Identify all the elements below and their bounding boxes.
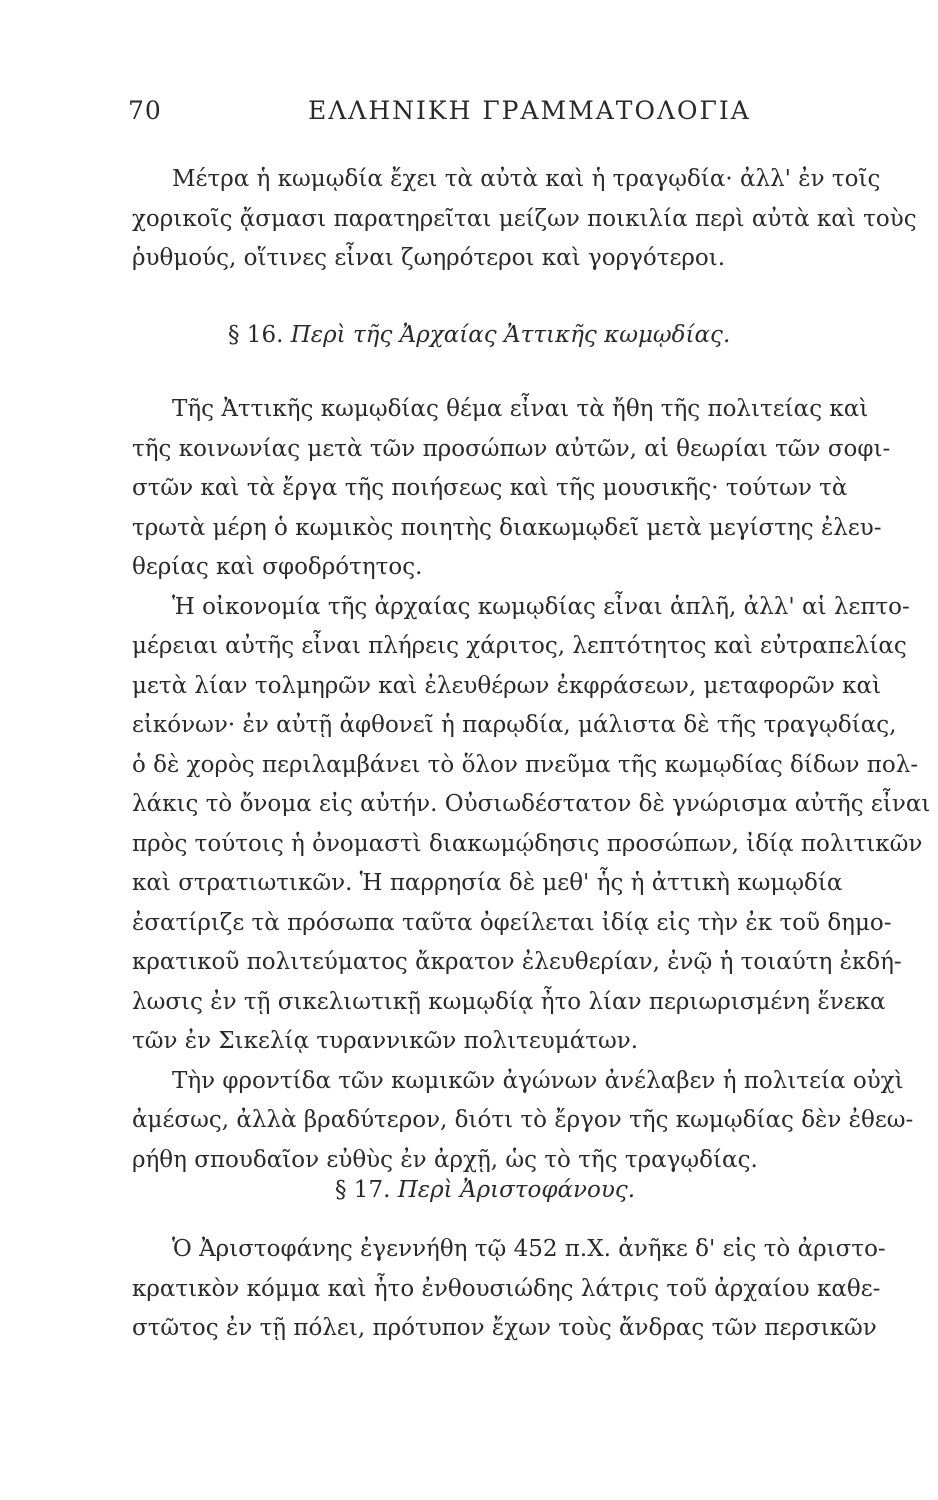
- page-number: 70: [128, 96, 162, 125]
- text-line: πρὸς τούτοις ἡ ὀνομαστὶ διακωμῴδησις προσώπων, ἰδίᾳ πολιτικῶν: [132, 830, 923, 857]
- text-line: λάκις τὸ ὄνομα εἰς αὐτήν. Οὐσιωδέστατον δὲ γνώρισμα αὐτῆς εἶναι: [132, 791, 931, 817]
- text-line: μετὰ λίαν τολμηρῶν καὶ ἐλευθέρων ἐκφράσεων, μεταφορῶν καὶ: [132, 672, 882, 699]
- text-line: Τὴν φροντίδα τῶν κωμικῶν ἀγώνων ἀνέλαβεν ἡ πολιτεία οὐχὶ: [172, 1067, 904, 1094]
- text-line: ἐσατίριζε τὰ πρόσωπα ταῦτα ὀφείλεται ἰδίᾳ εἰς τὴν ἐκ τοῦ δημο-: [132, 909, 892, 936]
- text-line: Ὁ Ἀριστοφάνης ἐγεννήθη τῷ 452 π.Χ. ἀνῆκε δ' εἰς τὸ ἀριστο-: [172, 1236, 886, 1262]
- text-line: εἰκόνων· ἐν αὐτῇ ἀφθονεῖ ἡ παρῳδία, μάλιστα δὲ τῆς τραγῳδίας,: [132, 712, 897, 738]
- text-line: ὁ δὲ χορὸς περιλαμβάνει τὸ ὅλον πνεῦμα τῆς κωμῳδίας δίδων πολ-: [132, 751, 919, 778]
- text-line: χορικοῖς ᾄσμασι παρατηρεῖται μείζων ποικιλία περὶ αὐτὰ καὶ τοὺς: [132, 205, 917, 232]
- section-mark: § 17.: [335, 1177, 391, 1203]
- text-line: Τῆς Ἀττικῆς κωμῳδίας θέμα εἶναι τὰ ἤθη τῆς πολιτείας καὶ: [172, 396, 869, 422]
- text-line: ἀμέσως, ἀλλὰ βραδύτερον, διότι τὸ ἔργον τῆς κωμῳδίας δὲν ἐθεω-: [132, 1107, 914, 1133]
- text-line: τρωτὰ μέρη ὁ κωμικὸς ποιητὴς διακωμῳδεῖ μετὰ μεγίστης ἐλευ-: [132, 514, 882, 541]
- text-line: θερίας καὶ σφοδρότητος.: [132, 554, 423, 580]
- text-line: λωσις ἐν τῇ σικελιωτικῇ κωμῳδίᾳ ἦτο λίαν περιωρισμένη ἕνεκα: [132, 988, 886, 1015]
- text-line: τῆς κοινωνίας μετὰ τῶν προσώπων αὐτῶν, αἱ θεωρίαι τῶν σοφι-: [132, 435, 891, 462]
- text-line: μέρειαι αὐτῆς εἶναι πλήρεις χάριτος, λεπτότητος καὶ εὐτραπελίας: [132, 633, 907, 659]
- text-line: τῶν ἐν Σικελίᾳ τυραννικῶν πολιτευμάτων.: [132, 1028, 639, 1054]
- section-heading-17: [335, 1177, 635, 1203]
- section-17-body: [132, 1230, 886, 1349]
- text-line: κρατικοῦ πολιτεύματος ἄκρατον ἐλευθερίαν, ἐνῷ ἡ τοιαύτη ἐκδή-: [132, 949, 902, 975]
- text-line: στῶτος ἐν τῇ πόλει, πρότυπον ἔχων τοὺς ἄνδρας τῶν περσικῶν: [132, 1315, 877, 1341]
- text-line: ρήθη σπουδαῖον εὐθὺς ἐν ἀρχῇ, ὡς τὸ τῆς τραγῳδίας.: [132, 1146, 758, 1173]
- section-16-body: [132, 390, 931, 1180]
- section-mark: § 16.: [228, 322, 284, 348]
- page-header: [128, 96, 818, 136]
- text-line: ῥυθμούς, οἵτινες εἶναι ζωηρότεροι καὶ γοργότεροι.: [132, 245, 726, 271]
- text-line: Ἡ οἰκονομία τῆς ἀρχαίας κωμῳδίας εἶναι ἁπλῆ, ἀλλ' αἱ λεπτο-: [172, 593, 910, 620]
- running-title: ΕΛΛΗΝΙΚΗ ΓΡΑΜΜΑΤΟΛΟΓΙΑ: [308, 96, 751, 125]
- text-line: καὶ στρατιωτικῶν. Ἡ παρρησία δὲ μεθ' ἧς ἡ ἀττικὴ κωμῳδία: [132, 870, 843, 896]
- intro-paragraph: [132, 160, 917, 279]
- section-title: Περὶ Ἀριστοφάνους.: [397, 1177, 636, 1203]
- section-heading-16: [228, 322, 730, 348]
- text-line: κρατικὸν κόμμα καὶ ἦτο ἐνθουσιώδης λάτρις τοῦ ἀρχαίου καθε-: [132, 1275, 881, 1302]
- text-line: Μέτρα ἡ κωμῳδία ἔχει τὰ αὐτὰ καὶ ἡ τραγῳδία· ἀλλ' ἐν τοῖς: [172, 166, 881, 192]
- section-title: Περὶ τῆς Ἀρχαίας Ἀττικῆς κωμῳδίας.: [290, 322, 731, 348]
- text-line: στῶν καὶ τὰ ἔργα τῆς ποιήσεως καὶ τῆς μουσικῆς· τούτων τὰ: [132, 475, 848, 501]
